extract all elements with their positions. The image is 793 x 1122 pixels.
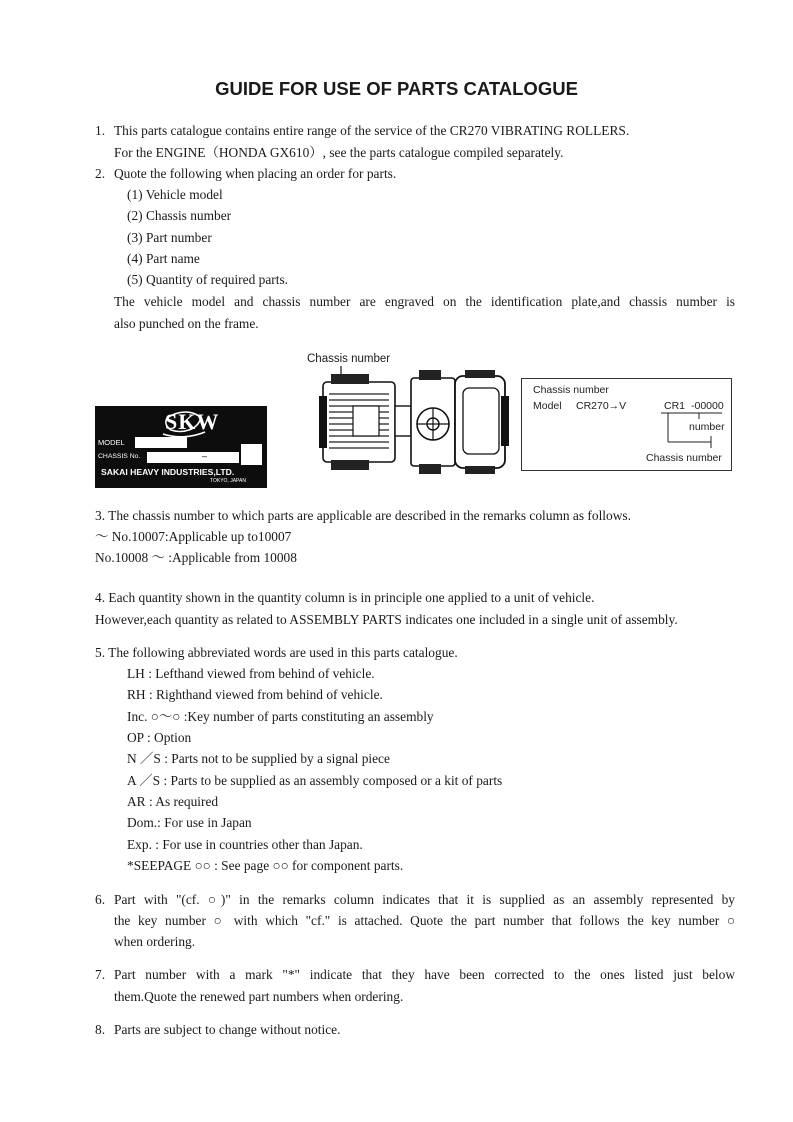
item-2-list-item: (3) Part number xyxy=(127,230,212,245)
abbreviation-item: A ／S : Parts to be supplied as an assembly composed or a kit of parts xyxy=(127,773,503,788)
item-7-line-2: them.Quote the renewed part numbers when ordering. xyxy=(114,989,404,1004)
item-2-list-item: (1) Vehicle model xyxy=(127,187,223,202)
rear-side-frame xyxy=(319,396,327,448)
item-4-line-1: 4. Each quantity shown in the quantity column is in principle one applied to a unit of vehicle. xyxy=(95,590,595,605)
plate-chassis-dash: – xyxy=(202,451,208,461)
plate-model-field xyxy=(135,437,187,448)
item-2-paragraph-line-1: The vehicle model and chassis number are engraved on the identification plate,and chassis number is xyxy=(114,294,735,309)
rear-grip-bottom xyxy=(331,460,369,470)
format-chassis-label: Chassis number xyxy=(646,452,722,464)
item-2-list-item: (4) Part name xyxy=(127,251,200,266)
item-3-line-3: No.10008 ～ :Applicable from 10008 xyxy=(95,550,297,565)
articulation-joint xyxy=(395,406,411,436)
front-grip-top xyxy=(419,370,441,380)
item-2-paragraph-line-2: also punched on the frame. xyxy=(114,316,259,331)
abbreviation-item: Exp. : For use in countries other than Japan. xyxy=(127,837,363,852)
abbreviation-item: OP : Option xyxy=(127,730,192,745)
item-8-line-1: Parts are subject to change without notice. xyxy=(114,1022,341,1037)
page-title: GUIDE FOR USE OF PARTS CATALOGUE xyxy=(215,78,578,99)
abbreviation-item: *SEEPAGE ○○ : See page ○○ for component parts. xyxy=(127,858,404,873)
item-7-line-1: Part number with a mark "*" indicate that they have been corrected to the ones listed just below xyxy=(114,967,735,982)
item-6-number: 6. xyxy=(95,892,106,907)
plate-chassis-field xyxy=(147,452,239,463)
front-grip-bottom xyxy=(419,464,441,474)
format-model-value: CR270→V xyxy=(576,400,627,412)
plate-stamp-field xyxy=(241,444,262,465)
format-bracket-lines xyxy=(521,378,732,471)
plate-brand-logo: SKW xyxy=(165,409,220,434)
rear-grip-top xyxy=(331,374,369,384)
chassis-number-format-box xyxy=(521,378,732,471)
plate-model-label: MODEL xyxy=(98,438,125,447)
item-6-line-3: when ordering. xyxy=(114,934,196,949)
format-number-label: number xyxy=(689,421,725,433)
item-2-number: 2. xyxy=(95,166,106,181)
item-1-line-2: For the ENGINE（HONDA GX610）, see the parts catalogue compiled separately. xyxy=(114,145,564,160)
abbreviation-item: Dom.: For use in Japan xyxy=(127,815,252,830)
item-3-line-2: ～ No.10007:Applicable up to10007 xyxy=(95,529,292,544)
item-4-line-2: However,each quantity as related to ASSEMBLY PARTS indicates one included in a single unit of assembly. xyxy=(95,612,678,627)
roller-illustration xyxy=(315,366,515,474)
item-2-list-item: (2) Chassis number xyxy=(127,208,232,223)
format-code-prefix: CR1 xyxy=(664,400,686,412)
plate-chassis-label: CHASSIS No. xyxy=(98,453,141,460)
format-box-title: Chassis number xyxy=(533,384,609,396)
format-model-label: Model xyxy=(533,400,562,412)
plate-location: TOKYO, JAPAN xyxy=(210,478,246,484)
engine-cover xyxy=(353,406,379,436)
plate-company-name: SAKAI HEAVY INDUSTRIES,LTD. xyxy=(101,467,235,477)
abbreviation-item: LH : Lefthand viewed from behind of vehicle. xyxy=(127,666,375,681)
abbreviation-item: Inc. ○～○ :Key number of parts constituting an assembly xyxy=(127,709,434,724)
front-side-frame xyxy=(501,396,509,446)
format-code-number: -00000 xyxy=(691,400,724,412)
item-1-line-1: This parts catalogue contains entire range of the service of the CR270 VIBRATING ROLLERS. xyxy=(114,123,630,138)
item-8-number: 8. xyxy=(95,1022,106,1037)
item-7-number: 7. xyxy=(95,967,106,982)
identification-plate xyxy=(95,406,267,488)
item-3-line-1: 3. The chassis number to which parts are applicable are described in the remarks column as follows. xyxy=(95,508,631,523)
item-6-line-2: the key number ○ with which "cf." is attached. Quote the part number that follows the key number ○ xyxy=(114,913,735,928)
abbreviation-item: RH : Righthand viewed from behind of vehicle. xyxy=(127,687,383,702)
item-2-list-item: (5) Quantity of required parts. xyxy=(127,272,289,287)
item-6-line-1: Part with "(cf. ○)" in the remarks column indicates that it is supplied as an assembly represented by xyxy=(114,892,735,907)
item-2-intro: Quote the following when placing an order for parts. xyxy=(114,166,397,181)
item-1-number: 1. xyxy=(95,123,106,138)
chassis-number-caption: Chassis number xyxy=(307,353,391,365)
abbreviation-item: N ／S : Parts not to be supplied by a signal piece xyxy=(127,751,390,766)
abbreviation-item: AR : As required xyxy=(127,794,219,809)
item-5-intro: 5. The following abbreviated words are used in this parts catalogue. xyxy=(95,645,458,660)
